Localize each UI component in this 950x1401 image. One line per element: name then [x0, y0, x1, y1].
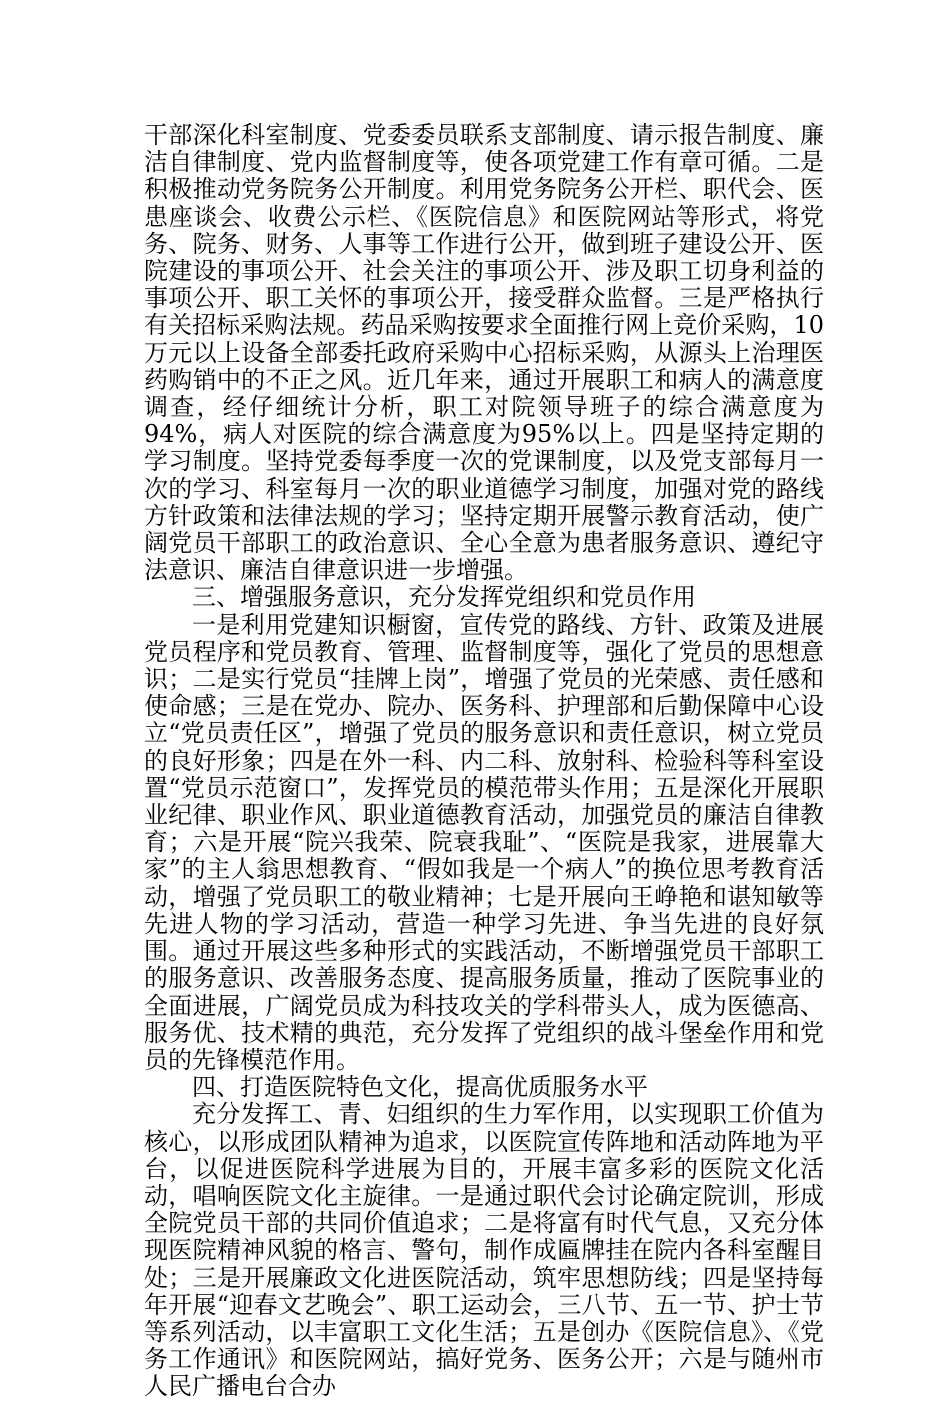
- body-paragraph: 充分发挥工、青、妇组织的生力军作用，以实现职工价值为核心，以形成团队精神为追求，以医院宣传阵地和活动阵地为平台，以促进医院科学进展为目的，开展丰富多彩的医院文化活动，唱响医院文化主旋律。一是通过职代会讨论确定院训，形成全院党员干部的共同价值追求；二是将富有时代气息，又充分体现医院精神风貌的格言、警句，制作成匾牌挂在院内各科室醒目处；三是开展廉政文化进医院活动，筑牢思想防线；四是坚持每年开展“迎春文艺晚会”、职工运动会，三八节、五一节、护士节等系列活动，以丰富职工文化生活；五是创办《医院信息》、《党务工作通讯》和医院网站，搞好党务、医务公开；六是与随州市人民广播电台合办: [144, 1100, 824, 1401]
- section-heading: 四、打造医院特色文化，提高优质服务水平: [192, 1073, 648, 1102]
- section-heading: 三、增强服务意识，充分发挥党组织和党员作用: [192, 583, 696, 612]
- document-body: [144, 122, 824, 1401]
- body-paragraph: 干部深化科室制度、党委委员联系支部制度、请示报告制度、廉洁自律制度、党内监督制度等，使各项党建工作有章可循。二是积极推动党务院务公开制度。利用党务院务公开栏、职代会、医患座谈会、收费公示栏、《医院信息》和医院网站等形式，将党务、院务、财务、人事等工作进行公开，做到班子建设公开、医院建设的事项公开、社会关注的事项公开、涉及职工切身利益的事项公开、职工关怀的事项公开，接受群众监督。三是严格执行有关招标采购法规。药品采购按要求全面推行网上竞价采购，10万元以上设备全部委托政府采购中心招标采购，从源头上治理医药购销中的不正之风。近几年来，通过开展职工和病人的满意度调查，经仔细统计分析，职工对院领导班子的综合满意度为94%，病人对医院的综合满意度为95%以上。四是坚持定期的学习制度。坚持党委每季度一次的党课制度，以及党支部每月一次的学习、科室每月一次的职业道德学习制度，加强对党的路线方针政策和法律法规的学习；坚持定期开展警示教育活动，使广阔党员干部职工的政治意识、全心全意为患者服务意识、遵纪守法意识、廉洁自律意识进一步增强。: [144, 121, 824, 585]
- body-paragraph: 一是利用党建知识橱窗，宣传党的路线、方针、政策及进展党员程序和党员教育、管理、监督制度等，强化了党员的思想意识；二是实行党员“挂牌上岗”，增强了党员的光荣感、责任感和使命感；三是在党办、院办、医务科、护理部和后勤保障中心设立“党员责任区”，增强了党员的服务意识和责任意识，树立党员的良好形象；四是在外一科、内二科、放射科、检验科等科室设置“党员示范窗口”，发挥党员的模范带头作用；五是深化开展职业纪律、职业作风、职业道德教育活动，加强党员的廉洁自律教育；六是开展“院兴我荣、院衰我耻”、“医院是我家，进展靠大家”的主人翁思想教育、“假如我是一个病人”的换位思考教育活动，增强了党员职工的敬业精神；七是开展向王峥艳和谌知敏等先进人物的学习活动，营造一种学习先进、争当先进的良好氛围。通过开展这些多种形式的实践活动，不断增强党员干部职工的服务意识、改善服务态度、提高服务质量，推动了医院事业的全面进展，广阔党员成为科技攻关的学科带头人，成为医德高、服务优、技术精的典范，充分发挥了党组织的战斗堡垒作用和党员的先锋模范作用。: [144, 610, 824, 1074]
